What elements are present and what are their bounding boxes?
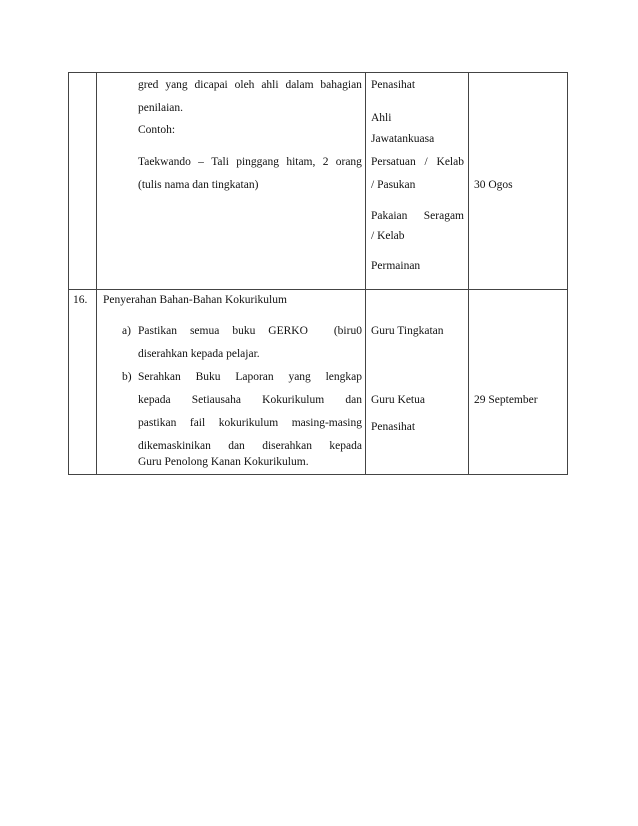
row15-responsible-5: / Pasukan — [371, 179, 416, 191]
row15-content-line5: (tulis nama dan tingkatan) — [138, 179, 259, 191]
col-divider-1 — [96, 72, 97, 475]
row16-item-b-line2: kepada Setiausaha Kokurikulum dan — [138, 394, 362, 406]
row15-date: 30 Ogos — [474, 179, 513, 191]
row15-responsible-3: Jawatankuasa — [371, 133, 435, 145]
row16-responsible-3: Penasihat — [371, 421, 416, 433]
row15-responsible-4: Persatuan / Kelab — [371, 156, 464, 168]
row15-responsible-7: / Kelab — [371, 230, 405, 242]
row16-responsible-1: Guru Tingkatan — [371, 325, 444, 337]
table-border-left — [68, 72, 69, 475]
row15-content-line1: gred yang dicapai oleh ahli dalam bahagian — [138, 79, 362, 91]
row16-item-a-line2: diserahkan kepada pelajar. — [138, 348, 260, 360]
row16-item-a-marker: a) — [122, 325, 131, 337]
row16-item-b-line5: Guru Penolong Kanan Kokurikulum. — [138, 456, 309, 468]
row15-content-line4: Taekwando – Tali pinggang hitam, 2 orang — [138, 156, 362, 168]
row16-item-a-line1: Pastikan semua buku GERKO (biru0 — [138, 325, 362, 337]
col-divider-3 — [468, 72, 469, 475]
col-divider-2 — [365, 72, 366, 475]
row16-item-b-line3: pastikan fail kokurikulum masing-masing — [138, 417, 362, 429]
table-border-right — [567, 72, 568, 475]
row15-responsible-6: Pakaian Seragam — [371, 210, 464, 222]
row16-item-b-marker: b) — [122, 371, 132, 383]
row16-responsible-2: Guru Ketua — [371, 394, 425, 406]
row16-item-b-line1: Serahkan Buku Laporan yang lengkap — [138, 371, 362, 383]
row15-responsible-2: Ahli — [371, 112, 392, 124]
row15-content-line2: penilaian. — [138, 102, 184, 114]
table-border-top — [68, 72, 568, 73]
table-border-bottom — [68, 474, 568, 475]
row15-content-line3: Contoh: — [138, 124, 176, 136]
row15-responsible-8: Permainan — [371, 260, 421, 272]
row-divider — [68, 289, 568, 290]
row16-title: Penyerahan Bahan-Bahan Kokurikulum — [103, 294, 287, 306]
row15-responsible-1: Penasihat — [371, 79, 416, 91]
activity-table — [68, 72, 568, 475]
row16-item-b-line4: dikemaskinikan dan diserahkan kepada — [138, 440, 362, 452]
row16-number: 16. — [73, 294, 88, 306]
row16-date: 29 September — [474, 394, 538, 406]
